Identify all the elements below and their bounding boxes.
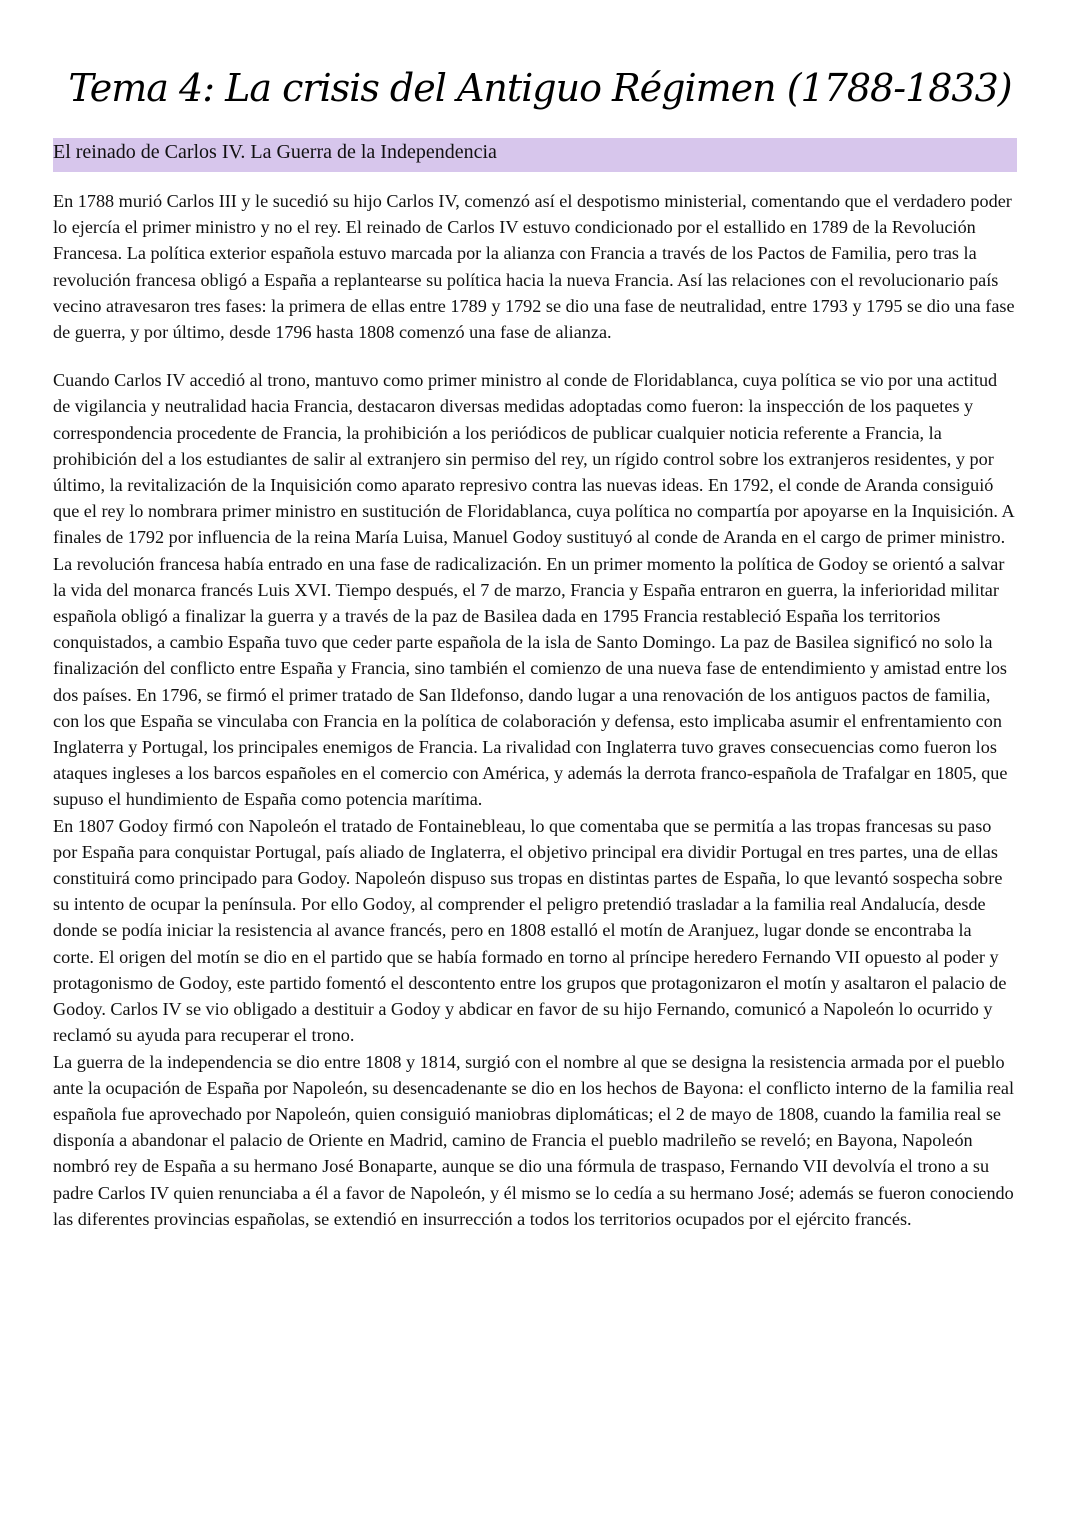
paragraph: En 1788 murió Carlos III y le sucedió su hijo Carlos IV, comenzó así el despotismo ministerial, comentando que el verdadero poder lo ejercía el primer ministro y no el rey. El reinado de Carlos IV estuvo condicionado por el estallido en 1789 de la Revolución Francesa. La política exterior española estuvo marcada por la alianza con Francia a través de los Pactos de Familia, pero tras la revolución francesa obligó a España a replantearse su política hacia la nueva Francia. Así las relaciones con el revolucionario país vecino atravesaron tres fases: la primera de ellas entre 1789 y 1792 se dio una fase de neutralidad, entre 1793 y 1795 se dio una fase de guerra, y por último, desde 1796 hasta 1808 comenzó una fase de alianza. <box>53 191 1015 343</box>
section-heading: El reinado de Carlos IV. La Guerra de la Independencia <box>53 138 1017 172</box>
document-title: Tema 4: La crisis del Antiguo Régimen (1788-1833) <box>68 66 1012 110</box>
paragraph: La guerra de la independencia se dio entre 1808 y 1814, surgió con el nombre al que se designa la resistencia armada por el pueblo ante la ocupación de España por Napoleón, su desencadenante se dio en los hechos de Bayona: el conflicto interno de la familia real española fue aprovechado por Napoleón, quien consiguió maniobras diplomáticas; el 2 de mayo de 1808, cuando la familia real se disponía a abandonar el palacio de Oriente en Madrid, camino de Francia el pueblo madrileño se reveló; en Bayona, Napoleón nombró rey de España a su hermano José Bonaparte, aunque se dio una fórmula de traspaso, Fernando VII devolvía el trono a su padre Carlos IV quien renunciaba a él a favor de Napoleón, y él mismo se lo cedía a su hermano José; además se fueron conociendo las diferentes provincias españolas, se extendió en insurrección a todos los territorios ocupados por el ejército francés. <box>53 1051 1015 1229</box>
paragraph: Cuando Carlos IV accedió al trono, mantuvo como primer ministro al conde de Floridablanca, cuya política se vio por una actitud de vigilancia y neutralidad hacia Francia, destacaron diversas medidas adoptadas como fueron: la inspección de los paquetes y correspondencia procedente de Francia, la prohibición a los periódicos de publicar cualquier noticia referente a Francia, la prohibición del a los estudiantes de salir al extranjero sin permiso del rey, un rígido control sobre los extranjeros residentes, y por último, la revitalización de la Inquisición como aparato represivo contra las nuevas ideas. En 1792, el conde de Aranda consiguió que el rey lo nombrara primer ministro en sustitución de Floridablanca, cuya política no compartía por apoyarse en la Inquisición. A finales de 1792 por influencia de la reina María Luisa, Manuel Godoy sustituyó al conde de Aranda en el cargo de primer ministro. La revolución francesa había entrado en una fase de radicalización. En un primer momento la política de Godoy se orientó a salvar la vida del monarca francés Luis XVI. Tiempo después, el 7 de marzo, Francia y España entraron en guerra, la inferioridad militar española obligó a finalizar la guerra y a través de la paz de Basilea dada en 1795 Francia restableció España los territorios conquistados, a cambio España tuvo que ceder parte española de la isla de Santo Domingo. La paz de Basilea significó no solo la finalización del conflicto entre España y Francia, sino también el comienzo de una nueva fase de entendimiento y amistad entre los dos países. En 1796, se firmó el primer tratado de San Ildefonso, dando lugar a una renovación de los antiguos pactos de familia, con los que España se vinculaba con Francia en la política de colaboración y defensa, esto implicaba asumir el enfrentamiento con Inglaterra y Portugal, los principales enemigos de Francia. La rivalidad con Inglaterra tuvo graves consecuencias como fueron los ataques ingleses a los barcos españoles en el comercio con América, y además la derrota franco-española de Trafalgar en 1805, que supuso el hundimiento de España como potencia marítima. <box>53 370 1014 810</box>
paragraph: En 1807 Godoy firmó con Napoleón el tratado de Fontainebleau, lo que comentaba que se permitía a las tropas francesas su paso por España para conquistar Portugal, país aliado de Inglaterra, el objetivo principal era dividir Portugal en tres partes, una de ellas constituirá como principado para Godoy. Napoleón dispuso sus tropas en distintas partes de España, lo que levantó sospecha sobre su intento de ocupar la península. Por ello Godoy, al comprender el peligro pretendió trasladar a la familia real Andalucía, desde donde se podía iniciar la resistencia al avance francés, pero en 1808 estalló el motín de Aranjuez, lugar donde se encontraba la corte. El origen del motín se dio en el partido que se había formado en torno al príncipe heredero Fernando VII opuesto al poder y protagonismo de Godoy, este partido fomentó el descontento entre los grupos que protagonizaron el motín y asaltaron el palacio de Godoy. Carlos IV se vio obligado a destituir a Godoy y abdicar en favor de su hijo Fernando, comunicó a Napoleón lo ocurrido y reclamó su ayuda para recuperar el trono. <box>53 815 1007 1046</box>
document-body <box>53 188 1017 1232</box>
